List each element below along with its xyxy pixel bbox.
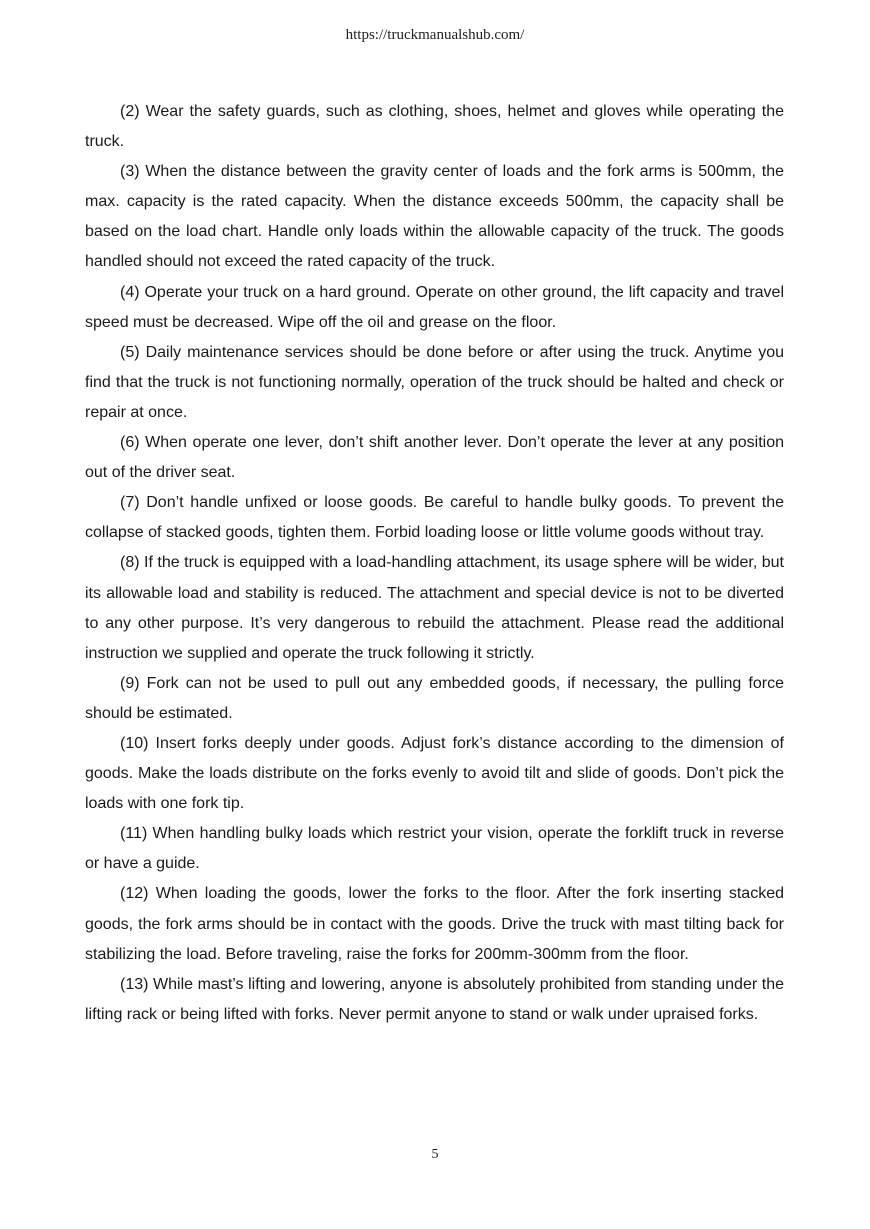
paragraph-6: (6) When operate one lever, don’t shift another lever. Don’t operate the lever at any position out of the driver seat.	[85, 434, 784, 482]
paragraph-4: (4) Operate your truck on a hard ground. Operate on other ground, the lift capacity and travel speed must be decreased. Wipe off the oil and grease on the floor.	[85, 283, 784, 331]
page-number: 5	[431, 1147, 439, 1162]
paragraph-13: (13) While mast’s lifting and lowering, anyone is absolutely prohibited from standing under the lifting rack or being lifted with forks. Never permit anyone to stand or walk under upraised forks.	[85, 975, 784, 1023]
paragraph-11: (11) When handling bulky loads which restrict your vision, operate the forklift truck in reverse or have a guide.	[85, 825, 784, 873]
paragraph-10: (10) Insert forks deeply under goods. Adjust fork’s distance according to the dimension of goods. Make the loads distribute on the forks evenly to avoid tilt and slide of goods. Don’t pick the loads with one fork tip.	[85, 734, 784, 813]
paragraph-9: (9) Fork can not be used to pull out any embedded goods, if necessary, the pulling force should be estimated.	[85, 674, 784, 722]
paragraph-3: (3) When the distance between the gravity center of loads and the fork arms is 500mm, the max. capacity is the rated capacity. When the distance exceeds 500mm, the capacity shall be based on the load chart. Handle only loads within the allowable capacity of the truck. The goods handled should not exceed the rated capacity of the truck.	[85, 163, 784, 271]
paragraph-12: (12) When loading the goods, lower the forks to the floor. After the fork inserting stacked goods, the fork arms should be in contact with the goods. Drive the truck with mast tilting back for stabilizing the load. Before traveling, raise the forks for 200mm-300mm from the floor.	[85, 885, 784, 963]
page-header-url: https://truckmanualshub.com/	[345, 27, 525, 43]
paragraph-7: (7) Don’t handle unfixed or loose goods. Be careful to handle bulky goods. To prevent the collapse of stacked goods, tighten them. Forbid loading loose or little volume goods without tray.	[85, 494, 784, 542]
document-body	[85, 97, 784, 1030]
paragraph-8: (8) If the truck is equipped with a load-handling attachment, its usage sphere will be wider, but its allowable load and stability is reduced. The attachment and special device is not to be diverted to any other purpose. It’s very dangerous to rebuild the attachment. Please read the additional instruction we supplied and operate the truck following it strictly.	[85, 554, 784, 662]
paragraph-5: (5) Daily maintenance services should be done before or after using the truck. Anytime you find that the truck is not functioning normally, operation of the truck should be halted and check or repair at once.	[85, 343, 784, 421]
paragraph-2: (2) Wear the safety guards, such as clothing, shoes, helmet and gloves while operating the truck.	[85, 103, 784, 151]
